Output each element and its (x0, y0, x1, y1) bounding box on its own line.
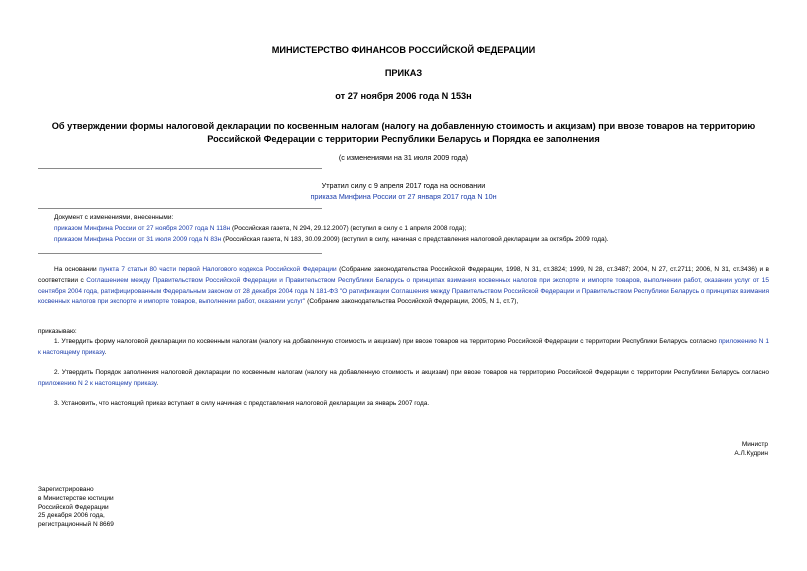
divider (38, 208, 322, 209)
changes-block (54, 213, 769, 245)
change-1-text: (Российская газета, N 294, 29.12.2007) (вступил в силу с 1 апреля 2008 года); (230, 224, 467, 232)
change-1-link[interactable]: приказом Минфина России от 27 ноября 2007 года N 118н (54, 224, 231, 232)
divider (38, 168, 322, 169)
change-item-1 (54, 224, 769, 235)
basis-text-3: (Собрание законодательства Российской Федерации, 2005, N 1, ст.7), (305, 298, 519, 306)
expiry-order-link[interactable]: приказа Минфина России от 27 января 2017 года N 10н (310, 192, 497, 201)
change-item-2 (54, 235, 769, 246)
basis-text-2: (Собрание законодательства Российской Федерации, 1998, N 31, ст.3824; 1999, N 28, ст.3487; 2004, N 27, ст.2711; 2006, N 31, ст.3436) и в соответствии с (38, 266, 769, 284)
expiry-text: Утратил силу с 9 апреля 2017 года на основании (321, 181, 486, 190)
title-line-2: Российской Федерации с территории Республики Беларусь и Порядка ее заполнения (207, 133, 600, 144)
registration-line-4: 25 декабря 2006 года, (38, 512, 105, 520)
change-2-text: (Российская газета, N 183, 30.09.2009) (вступил в силу, начиная с представления налоговой декларации за октябрь 2009 года). (221, 235, 609, 243)
doc-type-heading: ПРИКАЗ (384, 68, 423, 78)
changes-intro: Документ с изменениями, внесенными: (54, 214, 174, 221)
order-item-3: 3. Установить, что настоящий приказ вступает в силу начиная с представления налоговой декларации за январь 2007 года. (54, 400, 430, 407)
registration-line-1: Зарегистрировано (38, 486, 94, 493)
order-1-text: 1. Утвердить форму налоговой декларации по косвенным налогам (налогу на добавленную стоимость и акцизам) при ввозе товаров на территорию Российской Федерации с территории Республики Беларусь согласно (54, 338, 719, 345)
order-2-text: 2. Утвердить Порядок заполнения налоговой декларации по косвенным налогам (налогу на добавленную стоимость и акцизам) при ввозе товаров на территорию Российской Федерации с территории Республики Беларусь согласно (54, 369, 769, 376)
ministry-heading: МИНИСТЕРСТВО ФИНАНСОВ РОССИЙСКОЙ ФЕДЕРАЦИИ (271, 45, 536, 55)
order-intro: приказываю: (38, 328, 77, 335)
signer-position: Министр (741, 441, 768, 448)
document-title (38, 120, 769, 145)
signer-name: А.Л.Кудрин (734, 450, 768, 457)
date-number-heading: от 27 ноября 2006 года N 153н (335, 91, 472, 101)
appendix-1-link[interactable]: приложению N 1 к настоящему приказу (38, 338, 770, 356)
order-item-2 (38, 368, 769, 390)
registration-line-5: регистрационный N 8669 (38, 521, 114, 529)
expiry-notice (38, 180, 769, 202)
registration-line-2: в Министерстве юстиции (38, 494, 114, 502)
appendix-2-link[interactable]: приложению N 2 к настоящему приказу (38, 379, 157, 387)
title-line-1: Об утверждении формы налоговой декларации по косвенным налогам (налогу на добавленную стоимость и акцизам) при ввозе товаров на территорию (51, 121, 756, 131)
edition-note: (с изменениями на 31 июля 2009 года) (338, 153, 469, 162)
order-2-end: . (156, 379, 159, 387)
order-1-end: . (104, 348, 107, 356)
order-item-1 (38, 337, 769, 359)
signature-block (600, 440, 768, 458)
agreement-link[interactable]: Соглашением между Правительством Российской Федерации и Правительством Республики Беларусь о принципах взимания косвенных налогов при экспорте и импорте товаров, выполнении работ, оказании услуг от 15 сентября 2004 года, ратифицированным Федеральным законом от 28 декабря 2004 года N 181-ФЗ "О ратификации Соглашения между Правительством Российской Федерации и Правительством Республики Беларусь о принципах взимания косвенных налогов при экспорте и импорте товаров, выполнении работ, оказании услуг" (38, 276, 770, 306)
basis-text-1: На основании (54, 266, 100, 273)
registration-block (38, 486, 114, 530)
change-2-link[interactable]: приказом Минфина России от 31 июля 2009 года N 83н (54, 235, 222, 243)
basis-paragraph (38, 265, 769, 308)
tax-code-link[interactable]: пункта 7 статьи 80 части первой Налогового кодекса Российской Федерации (99, 266, 337, 273)
divider (38, 253, 322, 254)
registration-line-3: Российской Федерации (38, 503, 109, 511)
